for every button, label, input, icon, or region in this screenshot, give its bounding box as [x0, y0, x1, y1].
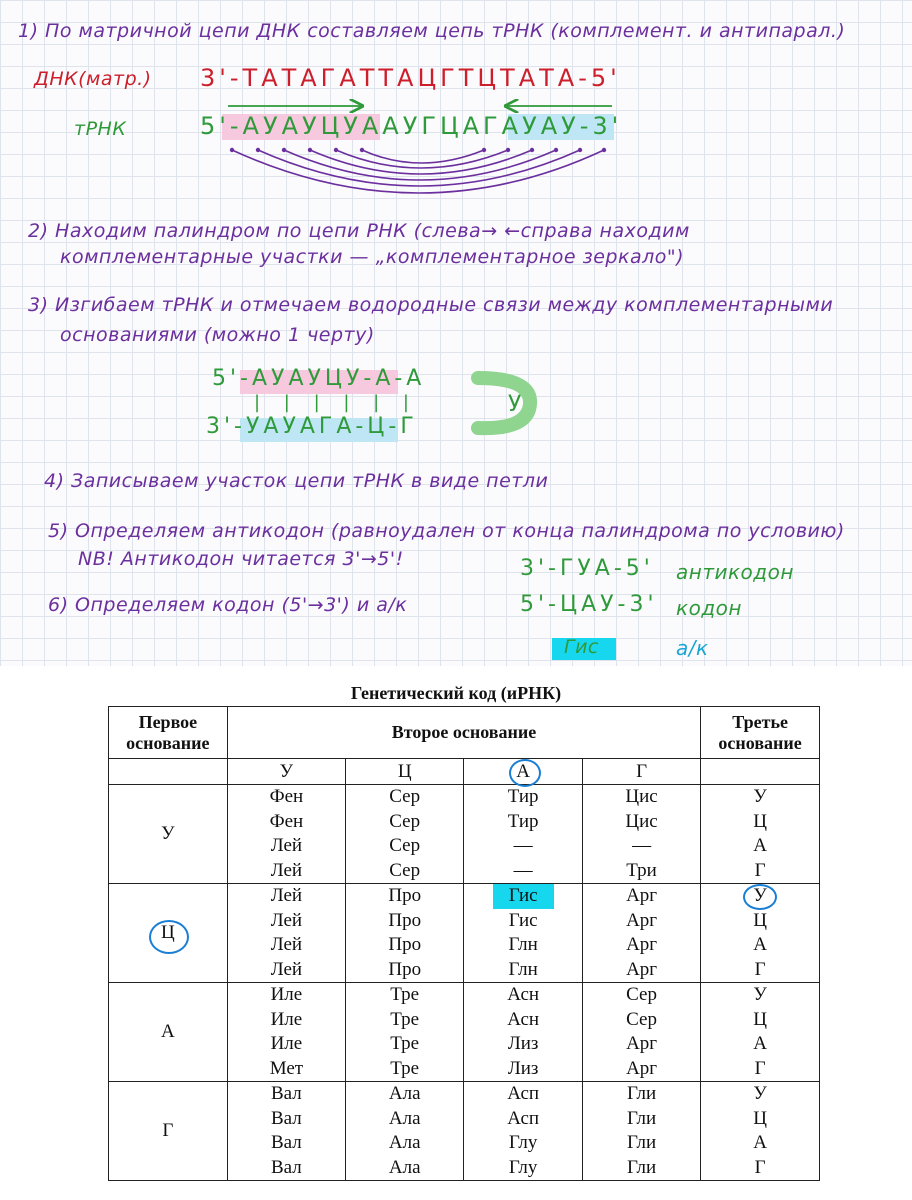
- amino-acid-cell: Лиз: [507, 1033, 539, 1054]
- third-base-column: [701, 983, 820, 1082]
- third-base-cell: У: [753, 984, 767, 1005]
- amino-acid-cell: Гли: [626, 1083, 657, 1104]
- third-base-cell: У: [753, 786, 767, 807]
- amino-acid-cell: Арг: [626, 1033, 658, 1054]
- genetic-code-table: [108, 706, 820, 1181]
- table-group: [109, 884, 820, 983]
- amino-acid-cell: Тре: [390, 984, 420, 1005]
- amino-acid-cell: Сер: [389, 835, 421, 856]
- dna-label: ДНК(матр.): [34, 68, 152, 90]
- amino-acid-cell: Гис: [508, 909, 538, 931]
- third-base-cell: Г: [754, 1057, 766, 1079]
- amino-acid-cell: Про: [388, 934, 422, 955]
- amino-acid-cell: Лей: [270, 859, 303, 881]
- amino-acid-cell: Сер: [626, 984, 657, 1005]
- amino-acid-cell: —: [513, 835, 533, 856]
- hairpin-loop-base: У: [508, 392, 522, 417]
- amino-acid-cell: Ала: [388, 1107, 421, 1129]
- codon-column: [227, 1082, 345, 1181]
- step-2-line-1: 2) Находим палиндром по цепи РНК (слева→ ←справа находим: [28, 220, 690, 242]
- amino-acid-cell: Ала: [388, 1083, 421, 1104]
- amino-acid-cell: Цис: [625, 810, 658, 832]
- codon-column: [464, 1082, 583, 1181]
- amino-acid-cell: Цис: [625, 786, 658, 807]
- amino-acid-cell: Лей: [270, 934, 303, 955]
- amino-acid-cell: Тир: [507, 786, 539, 807]
- amino-acid-cell: Иле: [270, 984, 303, 1005]
- codon-column: [346, 884, 464, 983]
- step-5-line-1: 5) Определяем антикодон (равноудален от конца палиндрома по условию): [48, 520, 845, 542]
- first-base-label: Ц: [160, 922, 175, 943]
- codon-label: кодон: [676, 596, 742, 620]
- second-base-g: Г: [582, 759, 700, 785]
- third-base-column: [701, 785, 820, 884]
- first-base-cell: Г: [109, 1082, 228, 1181]
- amino-acid-cell: Арг: [626, 934, 658, 955]
- empty-cell: [109, 759, 228, 785]
- aa-label: а/к: [676, 636, 709, 660]
- amino-acid-cell: Тре: [390, 1033, 420, 1054]
- amino-acid-cell: Асп: [507, 1083, 540, 1104]
- amino-acid-cell: Глн: [508, 958, 538, 980]
- third-base-cell: А: [753, 835, 767, 856]
- amino-acid-cell: Глу: [508, 1132, 538, 1153]
- table-group: [109, 1082, 820, 1181]
- amino-acid-cell: Тре: [390, 1057, 420, 1079]
- loop-highlight: [478, 378, 530, 428]
- third-base-header: Третье основание: [701, 707, 820, 759]
- trna-label: тРНК: [74, 118, 127, 140]
- step-4: 4) Записываем участок цепи тРНК в виде петли: [44, 470, 549, 492]
- third-base-column: [701, 1082, 820, 1181]
- trna-sequence: 5'-АУАУЦУААУГЦАГАУАУ-3': [200, 112, 623, 140]
- codon-column: [464, 983, 583, 1082]
- third-base-cell: А: [753, 1033, 767, 1054]
- amino-acid-cell: Фен: [269, 786, 304, 807]
- amino-acid-cell: Иле: [270, 1008, 303, 1030]
- amino-acid-cell: Лей: [270, 958, 303, 980]
- amino-acid-cell: Ала: [388, 1132, 421, 1153]
- amino-acid-cell: Арг: [626, 909, 658, 931]
- codon-column: [346, 983, 464, 1082]
- amino-acid-cell: Лей: [270, 885, 303, 906]
- amino-acid: Гис: [564, 636, 599, 658]
- circle-mark: [509, 759, 541, 787]
- amino-acid-cell: —: [513, 859, 533, 881]
- amino-acid-cell: Глу: [508, 1156, 538, 1178]
- second-base-a-label: А: [516, 760, 531, 782]
- amino-acid-cell: Про: [388, 909, 422, 931]
- codon-column: [464, 884, 583, 983]
- second-base-header: Второе основание: [227, 707, 701, 759]
- step-3-line-2: основаниями (можно 1 черту): [60, 324, 375, 346]
- amino-acid-cell: Сер: [626, 1008, 657, 1030]
- amino-acid-cell: Гли: [626, 1107, 657, 1129]
- amino-acid-cell-highlighted: [464, 884, 582, 909]
- step-6: 6) Определяем кодон (5'→3') и а/к: [48, 594, 408, 616]
- codon-column: [227, 983, 345, 1082]
- amino-acid-cell: Сер: [389, 859, 421, 881]
- amino-acid-cell: Фен: [269, 810, 304, 832]
- highlighted-gis: Гис: [493, 884, 554, 909]
- codon-column: [582, 1082, 700, 1181]
- anticodon-sequence: 3'-ГУА-5': [520, 556, 654, 581]
- amino-acid-cell: Лей: [270, 909, 303, 931]
- third-base-cell: У: [753, 1083, 767, 1104]
- anticodon-label: антикодон: [676, 560, 794, 584]
- amino-acid-cell: Иле: [270, 1033, 303, 1054]
- third-base-cell: Г: [754, 958, 766, 980]
- table-group: [109, 983, 820, 1082]
- third-base-cell: Г: [754, 859, 766, 881]
- amino-acid-cell: Глн: [508, 934, 538, 955]
- amino-acid-cell: —: [632, 835, 652, 856]
- third-base-column: [701, 884, 820, 983]
- amino-acid-cell: Сер: [389, 786, 421, 807]
- codon-column: [346, 1082, 464, 1181]
- codon-column: [464, 785, 583, 884]
- third-base-cell: А: [753, 934, 767, 955]
- codon-column: [227, 785, 345, 884]
- circle-mark: [743, 884, 777, 910]
- step-1: 1) По матричной цепи ДНК составляем цепь тРНК (комплемент. и антипарал.): [18, 20, 846, 42]
- codon-sequence: 5'-ЦАУ-3': [520, 592, 658, 617]
- second-base-a: [464, 759, 583, 785]
- first-base-header: Первое основание: [109, 707, 228, 759]
- third-base-cell: Ц: [753, 909, 767, 931]
- codon-column: [582, 983, 700, 1082]
- amino-acid-cell: Тре: [390, 1008, 420, 1030]
- amino-acid-cell: Арг: [626, 958, 658, 980]
- third-base-cell: Ц: [753, 1008, 767, 1030]
- amino-acid-cell: Вал: [271, 1083, 302, 1104]
- amino-acid-cell: Гли: [626, 1132, 657, 1153]
- third-base-cell: Г: [754, 1156, 766, 1178]
- table-group: [109, 785, 820, 884]
- hairpin-top-strand: 5'-АУАУЦУ-А-А: [212, 366, 426, 391]
- first-base-cell: А: [109, 983, 228, 1082]
- amino-acid-cell: Про: [388, 885, 422, 906]
- step-5-line-2: NB! Антикодон читается 3'→5'!: [78, 548, 404, 570]
- third-base-label: У: [753, 885, 767, 906]
- table-title: Генетический код (иРНК): [350, 683, 562, 703]
- amino-acid-cell: Про: [388, 958, 422, 980]
- third-base-cell: А: [753, 1132, 767, 1153]
- second-base-c: Ц: [346, 759, 464, 785]
- amino-acid-cell: Три: [626, 859, 657, 881]
- amino-acid-cell: Арг: [626, 885, 658, 906]
- amino-acid-cell: Асн: [507, 984, 540, 1005]
- amino-acid-cell: Асн: [507, 1008, 540, 1030]
- hairpin-bottom-strand: 3'-УАУАГА-Ц-Г: [206, 414, 418, 439]
- step-2-line-2: комплементарные участки — „комплементарное зеркало"): [60, 246, 685, 268]
- amino-acid-cell: Вал: [271, 1107, 302, 1129]
- hairpin-bonds: | | | | | |: [254, 392, 418, 413]
- complementarity-arcs: [232, 150, 604, 193]
- third-base-cell: Ц: [753, 1107, 767, 1129]
- amino-acid-cell: Тир: [507, 810, 539, 832]
- second-base-u: У: [227, 759, 345, 785]
- step-3-line-1: 3) Изгибаем тРНК и отмечаем водородные связи между комплементарными: [28, 294, 834, 316]
- first-base-cell: [109, 884, 228, 983]
- first-base-cell: У: [109, 785, 228, 884]
- amino-acid-cell: Арг: [626, 1057, 658, 1079]
- amino-acid-cell: Лей: [270, 835, 303, 856]
- amino-acid-cell: Сер: [389, 810, 421, 832]
- codon-column: [582, 884, 700, 983]
- empty-cell: [701, 759, 820, 785]
- third-base-cell: Ц: [753, 810, 767, 832]
- amino-acid-cell: Асп: [507, 1107, 540, 1129]
- third-base-cell-circled: [701, 884, 819, 909]
- circle-mark: [149, 920, 189, 954]
- amino-acid-cell: Мет: [269, 1057, 304, 1079]
- amino-acid-cell: Ала: [388, 1156, 421, 1178]
- codon-column: [346, 785, 464, 884]
- dna-sequence: 3'-ТАТАГАТТАЦГТЦТАТА-5': [200, 64, 621, 92]
- amino-acid-cell: Гли: [626, 1156, 657, 1178]
- codon-column: [582, 785, 700, 884]
- amino-acid-cell: Лиз: [507, 1057, 539, 1079]
- codon-column: [227, 884, 345, 983]
- amino-acid-cell: Вал: [271, 1156, 302, 1178]
- amino-acid-cell: Вал: [271, 1132, 302, 1153]
